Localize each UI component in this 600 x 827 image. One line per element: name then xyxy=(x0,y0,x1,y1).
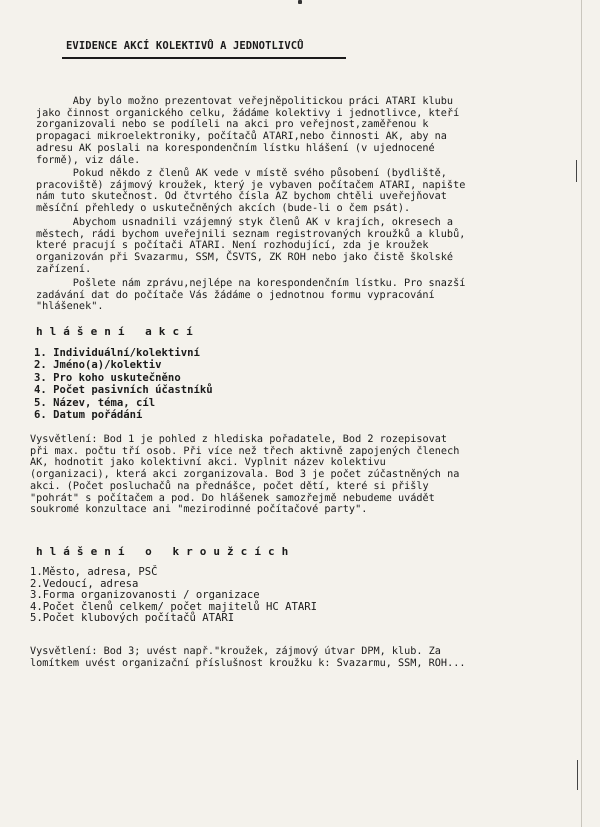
list-item: 1. Individuální/kolektivní xyxy=(34,347,200,359)
document-title: EVIDENCE AKCÍ KOLEKTIVŮ A JEDNOTLIVCŮ xyxy=(66,40,304,52)
list-item: 4. Počet pasivních účastníků xyxy=(34,384,213,397)
scan-page-edge xyxy=(581,0,582,827)
list-item: 2. Jméno(a)/kolektiv xyxy=(34,359,162,372)
list-item: 2.Vedoucí, adresa xyxy=(30,577,139,590)
section-heading-akce: h l á š e n í a k c í xyxy=(36,325,193,338)
list-item: 5.Počet klubových počítačů ATARI xyxy=(30,612,235,625)
list-item: 6. Datum pořádání xyxy=(34,409,143,422)
akce-explanation: Vysvětlení: Bod 1 je pohled z hlediska pořadatele, Bod 2 rozepisovat při max. počtu tří osob. Při více než třech aktivně zapojených členech AK, hodnotit jako kolektivní akci. Vyplnit název kolektivu (organizaci), která akci zorganizovala. Bod 3 je počet zúčastněných na akci. (Počet posluchačů na přednášce, počet dětí, které si přišly "pohrát" s počítačem a pod. Do hlášenek samozřejmě nebudeme uvádět soukromé konzultace ani "mezirodinné počítačové party". xyxy=(30,434,460,516)
scan-artifact-mark xyxy=(298,0,302,4)
list-item: 3.Forma organizovanosti / organizace xyxy=(30,589,260,602)
scan-margin-tick xyxy=(576,160,577,182)
scan-margin-tick xyxy=(577,760,578,790)
title-underline xyxy=(62,57,346,59)
paragraph-registr: Abychom usnadnili vzájemný styk členů AK v krajích, okresech a městech, rádi bychom uveřejnili seznam registrovaných kroužků a klubů, které pracují s počítači ATARI. Není rozhodující, zda je kroužek organizován při Svazarmu, SSM, ČSVTS, ZK ROH nebo jako čistě školské zařízení. xyxy=(36,217,466,275)
intro-paragraph: Aby bylo možno prezentovat veřejněpolitickou práci ATARI klubu jako činnost organického celku, žádáme kolektivy i jednotlivce, kteří zorganizovali nebo se podíleli na akci pro veřejnost,zaměřenou k propagaci mikroelektroniky, počítačů ATARI,nebo činnosti AK, aby na adresu AK poslali na korespondenčním lístku hlášení (v ujednocené formě), viz dále. xyxy=(36,96,460,166)
akce-field-list xyxy=(34,347,213,421)
krouzky-field-list xyxy=(30,567,317,625)
list-item: 3. Pro koho uskutečněno xyxy=(34,371,181,384)
list-item: 1.Město, adresa, PSČ xyxy=(30,566,158,578)
paragraph-kroužek: Pokud někdo z členů AK vede v místě svého působení (bydliště, pracoviště) zájmový kroužek, který je vybaven počítačem ATARI, napište nám tuto skutečnost. Od čtvrtého čísla AZ bychom chtěli uveřejňovat měsíční přehledy o uskutečněných akcích (bude-li o čem psát). xyxy=(36,168,466,215)
paragraph-zprava: Pošlete nám zprávu,nejlépe na korespondenčním lístku. Pro snazší zadávání dat do počítače Vás žádáme o jednotnou formu vypracování "hlášenek". xyxy=(36,278,466,313)
list-item: 4.Počet členů celkem/ počet majitelů HC ATARI xyxy=(30,600,318,613)
krouzky-explanation: Vysvětlení: Bod 3; uvést např."kroužek, zájmový útvar DPM, klub. Za lomítkem uvést organizační příslušnost kroužku k: Svazarmu, SSM, ROH... xyxy=(30,646,466,669)
list-item: 5. Název, téma, cíl xyxy=(34,396,156,409)
section-heading-krouzky: h l á š e n í o k r o u ž c í c h xyxy=(36,545,289,558)
